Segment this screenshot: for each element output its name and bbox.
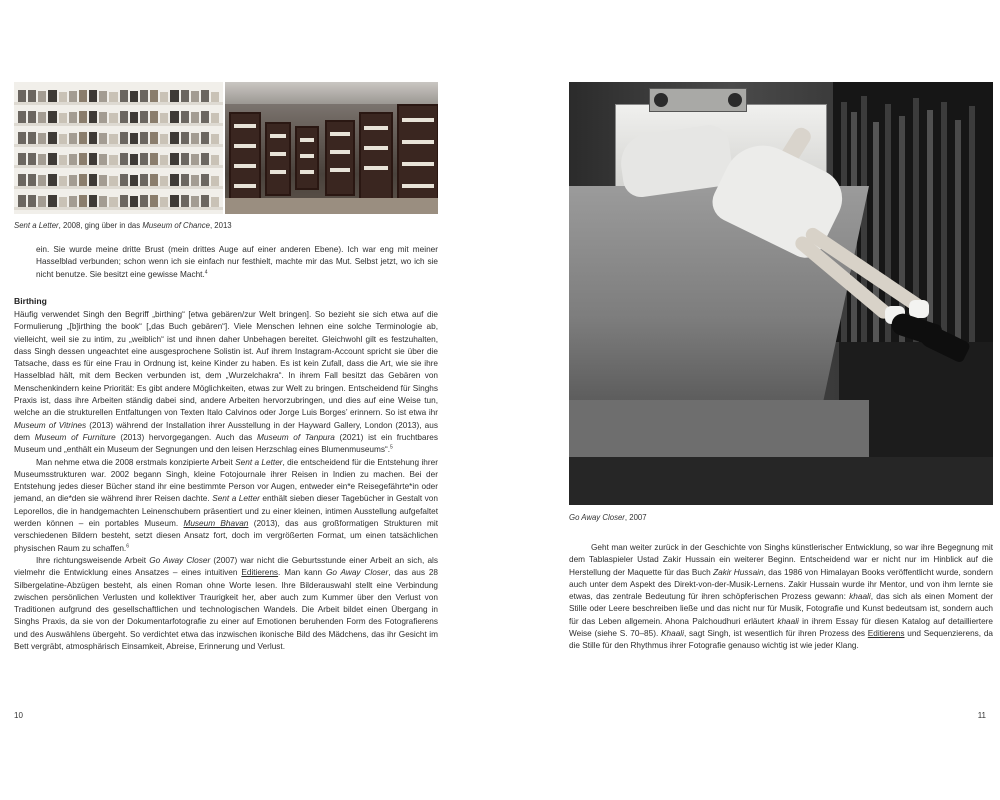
footnote-ref[interactable]: 4: [204, 268, 208, 275]
photo-caption: Go Away Closer, 2007: [569, 513, 647, 522]
body-text: [569, 542, 993, 653]
go-away-closer-photo: [569, 82, 993, 505]
photo-caption: Sent a Letter, 2008, ging über in das Museum of Chance, 2013: [14, 221, 232, 230]
page-number: 10: [14, 711, 23, 720]
sent-a-letter-photos: [14, 82, 438, 214]
quote-continuation: ein. Sie wurde meine dritte Brust (mein drittes Auge auf einer anderen Ebene). Ich war eng mit meiner Hasselblad verbunden; schon wenn ich sie einfach nur festhielt, machte mir das Mut. Selbst jetzt, wo ich sie nicht benutze. Sie besitzt eine gewisse Macht.$^4$: [36, 245, 438, 279]
paragraph: Ihre richtungsweisende Arbeit Go Away Closer (2007) war nicht die Geburtsstunde einer Arbeit an sich, als vielmehr die Entwicklung eines Ansatzes – eines intuitiven Editierens. Man kann Go Away Closer, das aus 28 Silbergelatine-Abzügen besteht, als einen Roman ohne Worte lesen. Ihre Bilderauswahl stellt eine Verbindung zwischen persönlichen Verlusten und kollektiver Traurigkeit her, aber auch zum Kummer über den Verlust von Traditionen aufgrund des gesellschaftlichen und technologischen Wandels. Die Arbeit bildet einen Übergang in Singhs Praxis, da sie von der Dokumentarfotografie zu einer auf Emotionen beruhenden Form des Fotografierens und des Auswählens übergeht. So verdichtet etwa das inzwischen ikonische Bild des Mädchens, das ihr Gesicht im Bett vergräbt, atmosphärisch Einsamkeit, Abreise, Erinnerung und Verlust.: [14, 555, 439, 652]
right-page: [500, 0, 1000, 800]
paragraph: Häufig verwendet Singh den Begriff „birthing“ [etwa gebären/zur Welt bringen]. So bezieht sie sich etwa auf die Formulierung „[b]irthing the book“ [„das Buch gebären“]. Viele Menschen lehnen eine solche Terminologie ab, vielleicht, weil sie zu intim, zu „weiblich“ ist und ihnen daher Unbehagen bereitet. Gleichwohl gilt es festzuhalten, dass Singh dessen ungeachtet eine ausgesprochene Solistin ist. Auf ihrem Instagram-Account spricht sie über die Tatsache, dass es für eine Frau in Ordnung ist, keine Kinder zu haben. Es ist kein Zufall, dass die Art, wie sie ihre Hasselblad hält, mit dem Becken verbunden ist, dem „Wurzelchakra“. In ihrem Fall besitzt das Gebären von Menschenkindern keine Priorität: Es gibt andere Möglichkeiten, etwas zur Welt zu bringen. Entscheidend für Singhs Praxis ist, dass ihre Arbeiten ständig dabei sind, andere Arbeiten hervorzubringen, und dies auf eine Weise tun, welche an die strukturellen Entfaltungen von Texten Italo Calvinos oder Jorge Luis Borges’ erinnern. So ist etwa ihr Museum of Vitrines (2013) während der Installation ihrer Ausstellung in der Hayward Gallery, London (2013), aus dem Museum of Furniture (2013) hervorgegangen. Auch das Museum of Tanpura (2021) ist ein fruchtbares Museum und „enthält ein Museum der Segnungen und den leisen Herzschlag eines Blumenmuseums“.$^5$: [14, 310, 438, 455]
footnote-ref[interactable]: 6: [126, 542, 129, 549]
paragraph: Geht man weiter zurück in der Geschichte von Singhs künstlerischer Entwicklung, so war ihre Begegnung mit dem Tablaspieler Ustad Zakir Hussain ein weiterer Beginn. Entscheidend war er nicht nur im Hinblick auf die Herstellung der Maquette für das Buch Zakir Hussain, das 1986 von Himalayan Books veröffentlicht wurde, sondern auch unter dem Aspekt des Direkt-von-der-Musik-Lernens. Zakir Hussain wurde ihr Mentor, und von ihm lernte sie etwas, das zentrale Bedeutung für ihren schöpferischen Prozess gewann: khaali, das sich als einen Moment der Stille oder Leere beschreiben ließe und das nicht nur für Musik, Fotografie und Kunst bedeutsam ist, sondern auch für das Leben allgemein. Ahona Palchoudhuri erläutert khaali in ihrem Essay für diesen Katalog auf detailliertere Weise (siehe S. 70–85). Khaali, sagt Singh, ist wesentlich für ihren Prozess des Editierens und Sequenzierens, da die Stille für den Rhythmus ihrer Fotografie genauso wichtig ist wie jeder Klang.: [569, 543, 994, 651]
museum-gallery-photo: [225, 82, 438, 214]
paragraph: Man nehme etwa die 2008 erstmals konzipierte Arbeit Sent a Letter, die entscheidend für die Entstehung ihrer Museumsstrukturen war. 2002 begann Singh, kleine Fotojournale ihrer Reisen in Indien zu machen. Bei der Entstehung jedes dieser Bücher stand ihr eine bestimmte Person vor Augen, entweder ein*e Reisegefährte*in oder jemand, an die*den sie während ihrer Reisen dachte. Sent a Letter enthält sieben dieser Tagebücher in Gestalt von Leporellos, die in handgemachten Leinenschubern präsentiert und zu einer kleinen, intimen Ausstellung aufgefaltet werden können – ein portables Museum. Museum Bhavan (2013), das aus großformatigen Strukturen mit verschiedenen Bildern besteht, setzt diesen Ansatz fort, doch im vergrößerten Format, um einen tatsächlichen physischen Raum zu schaffen.$^6$: [14, 457, 438, 553]
shelves-photo: [14, 82, 223, 214]
section-heading: Birthing: [14, 296, 47, 306]
footnote-ref[interactable]: 5: [390, 444, 393, 451]
page-number: 11: [977, 711, 986, 720]
body-text: [14, 309, 438, 653]
